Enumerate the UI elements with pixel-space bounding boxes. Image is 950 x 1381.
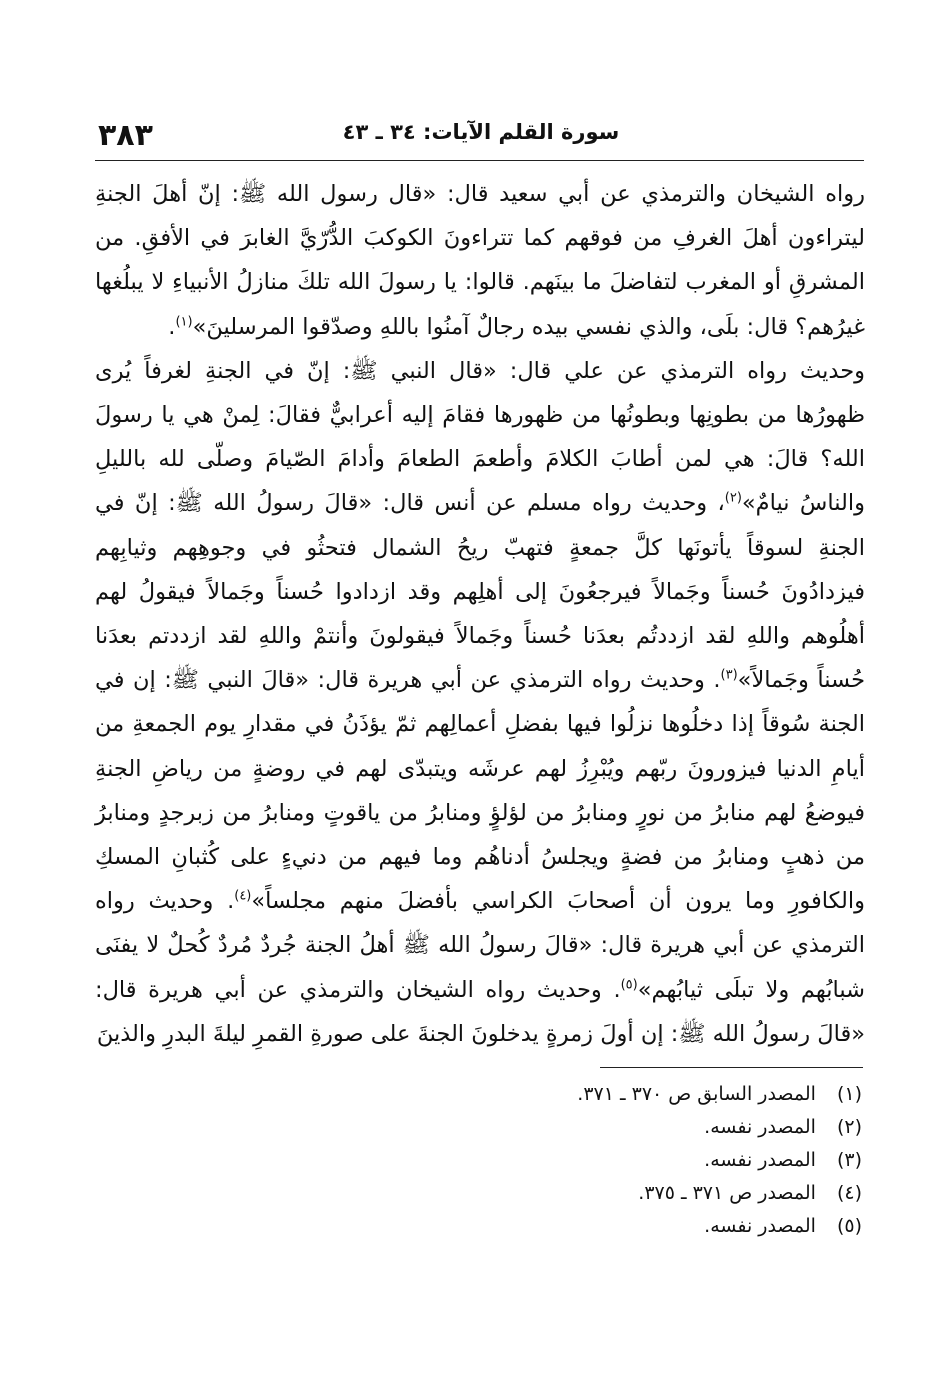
footnote-text: المصدر ص ٣٧١ ـ ٣٧٥. (638, 1182, 816, 1204)
paragraph-text: وحديث رواه الترمذي عن علي قال: «قال النبي ﷺ: إنّ في الجنةِ لغرفاً يُرى ظهورُها من بطونِها وبطونُها من ظهورها فقامَ إليه أعرابيٌّ فقالَ: لِمنْ هي يا رسولَ الله؟ قالَ: هي لمن أطابَ الكلامَ وأطعمَ الطعامَ وأدامَ الصّيامَ وصلّى لله بالليلِ والناسُ نيامٌ» (95, 357, 865, 517)
footnote-ref: (١) (175, 314, 193, 330)
body-paragraph (95, 349, 865, 1056)
paragraph-text: ، وحديث رواه مسلم عن أنس قال: «قالَ رسولُ الله ﷺ: إنّ في الجنةِ لسوقاً يأتونَها كلَّ جمعةٍ فتهبّ ريحُ الشمال فتحثُو في وجوهِهم وثيابِهم فيزدادُونَ حُسناً وجَمالاً فيرجعُونَ إلى أهلِهم وقد ازدادوا حُسناً وجَمالاً فيقولُ لهم أهلُوهم واللهِ لقد ازددتُم بعدَنا حُسناً وجَمالاً فيقولونَ وأنتمْ واللهِ لقد ازددتم بعدَنا حُسناً وجَمالاً» (95, 490, 865, 694)
footnote-ref: (٢) (724, 490, 742, 506)
body-text (95, 172, 865, 1056)
footnote-number: (٥) (836, 1215, 862, 1237)
page-number: ٣٨٣ (98, 118, 153, 153)
footnote-item (362, 1177, 862, 1210)
footnote-number: (٢) (836, 1116, 862, 1138)
running-title: سورة القلم الآيات: ٣٤ ـ ٤٣ (342, 120, 620, 144)
paragraph-text: . وحديث رواه الترمذي عن أبي هريرة قال: «قالَ رسولُ الله ﷺ أهلُ الجنة جُردٌ مُردٌ كُحلٌ لا يفنَى شبابُهم ولا تبلَى ثيابُهم» (95, 888, 865, 1003)
footnote-number: (١) (836, 1083, 862, 1105)
footnote-number: (٤) (836, 1182, 862, 1204)
footnotes (362, 1078, 862, 1243)
paragraph-text: . وحديث رواه الشيخان والترمذي عن أبي هريرة قال: «قالَ رسولُ الله ﷺ: إن أولَ زمرةٍ يدخلونَ الجنةَ على صورةِ القمرِ ليلةَ البدرِ والذينَ (95, 976, 865, 1047)
footnote-text: المصدر السابق ص ٣٧٠ ـ ٣٧١. (577, 1083, 816, 1105)
footnote-item (362, 1078, 862, 1111)
footnote-text: المصدر نفسه. (704, 1116, 816, 1138)
footnote-ref: (٥) (620, 977, 638, 993)
footnote-text: المصدر نفسه. (704, 1149, 816, 1171)
paragraph-text: رواه الشيخان والترمذي عن أبي سعيد قال: «قال رسول الله ﷺ: إنّ أهلَ الجنةِ ليتراءون أهلَ الغرفِ من فوقهم كما تتراءونَ الكوكبَ الدُّرّيَّ الغابرَ في الأفقِ. من المشرقِ أو المغرب لتفاضلَ ما بينَهم. قالوا: يا رسولَ الله تلكَ منازلُ الأنبياءِ لا يبلُغها غيرُهم؟ قال: بلَى، والذي نفسي بيده رجالٌ آمنُوا باللهِ وصدّقوا المرسلينَ» (95, 181, 865, 340)
paragraph-text: . وحديث رواه الترمذي عن أبي هريرة قال: «قالَ النبي ﷺ: إن في الجنة سُوقاً إذا دخلُوها نزلُوا فيها بفضلِ أعمالِهم ثمّ يؤذَنُ في مقدارِ يوم الجمعةِ من أيامِ الدنيا فيزورونَ ربّهم ويُبْرِزُ لهم عرشَه ويتبدّى لهم في روضةٍ من رياضِ الجنةِ فيوضعُ لهم منابرُ من نورٍ ومنابرُ من لؤلؤٍ ومنابرُ من ياقوتٍ ومنابرُ من زبرجدٍ ومنابرُ من ذهبٍ ومنابرُ من فضةٍ ويجلسُ أدناهُم وما فيهم من دنيءٍ على كُثبانِ المسكِ والكافورِ وما يرون أن أصحابَ الكراسي بأفضلَ منهم مجلساً» (95, 667, 865, 915)
footnote-text: المصدر نفسه. (704, 1215, 816, 1237)
header-rule (95, 160, 864, 161)
footnote-rule (600, 1067, 863, 1068)
footnote-number: (٣) (836, 1149, 862, 1171)
footnote-ref: (٤) (234, 888, 252, 904)
footnote-item (362, 1144, 862, 1177)
page-header (98, 108, 864, 160)
footnote-ref: (٣) (720, 667, 738, 683)
paragraph-text: . (168, 313, 176, 340)
footnote-item (362, 1111, 862, 1144)
body-paragraph (95, 172, 865, 349)
footnote-item (362, 1210, 862, 1243)
